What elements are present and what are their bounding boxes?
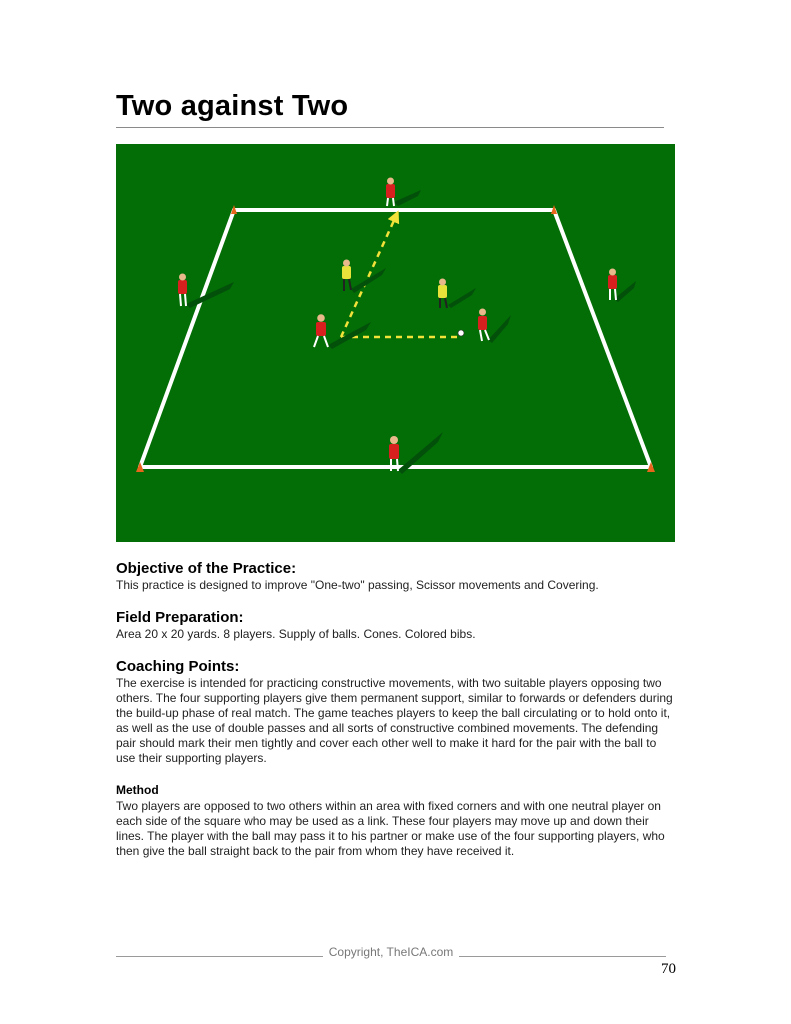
player-body — [438, 285, 447, 298]
footer — [116, 944, 666, 960]
player-head — [439, 279, 446, 286]
title-divider — [116, 127, 664, 128]
player-body — [608, 275, 617, 289]
player-head — [179, 274, 186, 281]
player-head — [479, 309, 486, 316]
coaching-points-text: The exercise is intended for practicing constructive movements, with two suitable players opposing two others. The four supporting players give them permanent support, similar to forwards or defenders during the build-up phase of real match. The game teaches players to keep the ball circulating or to hold onto it, as well as the use of double passes and all sorts of constructive combined movements. The defending pair should mark their men tightly and cover each other well to make it hard for the pair with the ball to use their supporting players. — [116, 676, 673, 765]
player-body — [478, 316, 487, 330]
player-head — [317, 314, 325, 322]
player-head — [343, 260, 350, 267]
copyright-notice: Copyright, TheICA.com — [328, 945, 454, 959]
method-text: Two players are opposed to two others within an area with fixed corners and with one neutral player on each side of the square who may be used as a link. These four players may move up and down their lines. The player with the ball may pass it to his partner or make use of the four supporting players, who then give the ball straight back to the pair from whom they have received it. — [116, 799, 665, 858]
method-heading: Method — [116, 783, 159, 797]
ball-icon — [458, 330, 464, 336]
objective-text: This practice is designed to improve "One-two" passing, Scissor movements and Covering. — [116, 578, 599, 592]
player-head — [390, 436, 398, 444]
grass — [116, 144, 675, 542]
page-title: Two against Two — [116, 90, 349, 122]
objective-heading: Objective of the Practice: — [116, 560, 297, 577]
field-preparation-heading: Field Preparation: — [116, 609, 244, 626]
footer-rule-right — [459, 956, 666, 957]
practice-field-diagram — [116, 144, 675, 542]
coaching-points-heading: Coaching Points: — [116, 658, 240, 675]
page-number: 70 — [661, 961, 676, 977]
field-illustration — [116, 144, 675, 542]
player-body — [389, 444, 399, 459]
player-body — [386, 184, 395, 198]
footer-rule-left — [116, 956, 323, 957]
player-body — [342, 266, 351, 279]
player-body — [178, 280, 187, 294]
player-head — [609, 269, 616, 276]
field-preparation-text: Area 20 x 20 yards. 8 players. Supply of balls. Cones. Colored bibs. — [116, 627, 476, 641]
player-head — [387, 178, 394, 185]
player-body — [316, 322, 326, 336]
